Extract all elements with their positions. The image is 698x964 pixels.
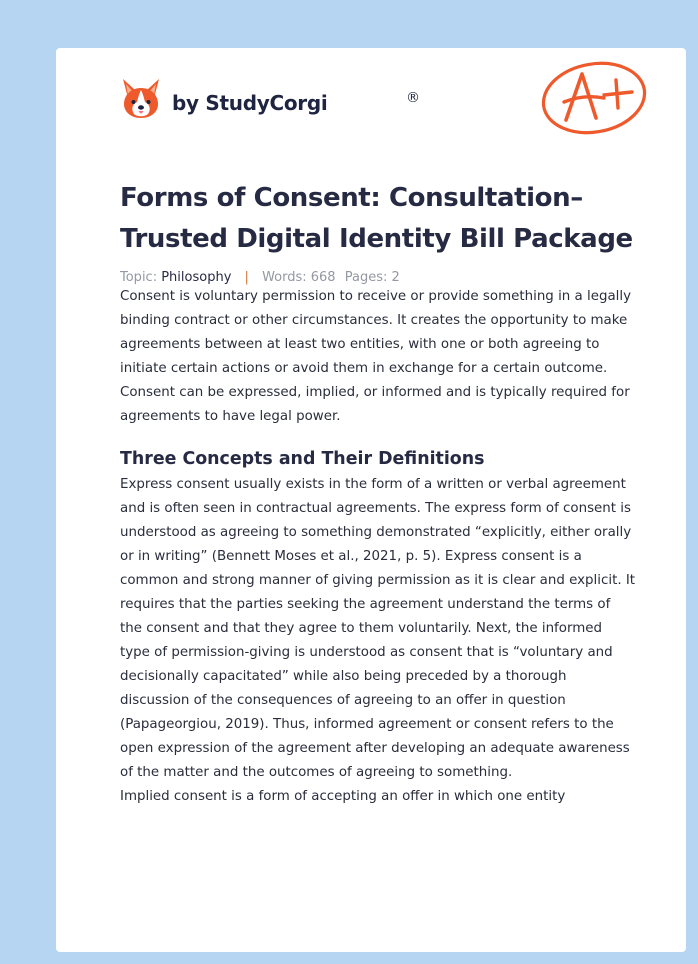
document-title: Forms of Consent: Consultation–Trusted Digital Identity Bill Package bbox=[120, 183, 633, 254]
topic-link[interactable]: Philosophy bbox=[161, 270, 232, 285]
document-meta bbox=[120, 270, 636, 285]
word-count: Words: 668 bbox=[262, 270, 336, 285]
brand-name: by StudyCorgi bbox=[172, 91, 328, 115]
a-plus-grade-icon bbox=[538, 58, 650, 140]
brand-header[interactable] bbox=[120, 76, 420, 122]
topic-label: Topic: bbox=[120, 270, 158, 285]
meta-separator: | bbox=[244, 270, 249, 285]
registered-mark: ® bbox=[406, 90, 420, 106]
corgi-logo-icon bbox=[120, 76, 162, 122]
document-content bbox=[120, 178, 636, 809]
document-page bbox=[56, 48, 686, 952]
paragraph-intro: Consent is voluntary permission to receive or provide something in a legally binding contract or other circumstances. It creates the opportunity to make agreements between at least two entities, with one or both agreeing to initiate certain actions or avoid them in exchange for a certain outcome. Consent can be expressed, implied, or informed and is typically required for agreements to have legal power. bbox=[120, 289, 632, 424]
page-count: Pages: 2 bbox=[344, 270, 400, 285]
paragraph-express-informed: Express consent usually exists in the form of a written or verbal agreement and is often seen in contractual agreements. The express form of consent is understood as agreeing to something demonstrated “explicitly, either orally or in writing” (Bennett Moses et al., 2021, p. 5). Express consent is a common and strong manner of giving permission as it is clear and explicit. It requires that the parties seeking the agreement understand the terms of the consent and that they agree to them voluntarily. Next, the informed type of permission-giving is understood as consent that is “voluntary and decisionally capacitated” while also being preceded by a thorough discussion of the consequences of agreeing to an offer in question (Papageorgiou, 2019). Thus, informed agreement or consent refers to the open expression of the agreement after developing an adequate awareness of the matter and the outcomes of agreeing to something. bbox=[120, 477, 636, 780]
section-heading: Three Concepts and Their Definitions bbox=[120, 449, 485, 469]
paragraph-implied: Implied consent is a form of accepting an offer in which one entity bbox=[120, 789, 566, 804]
